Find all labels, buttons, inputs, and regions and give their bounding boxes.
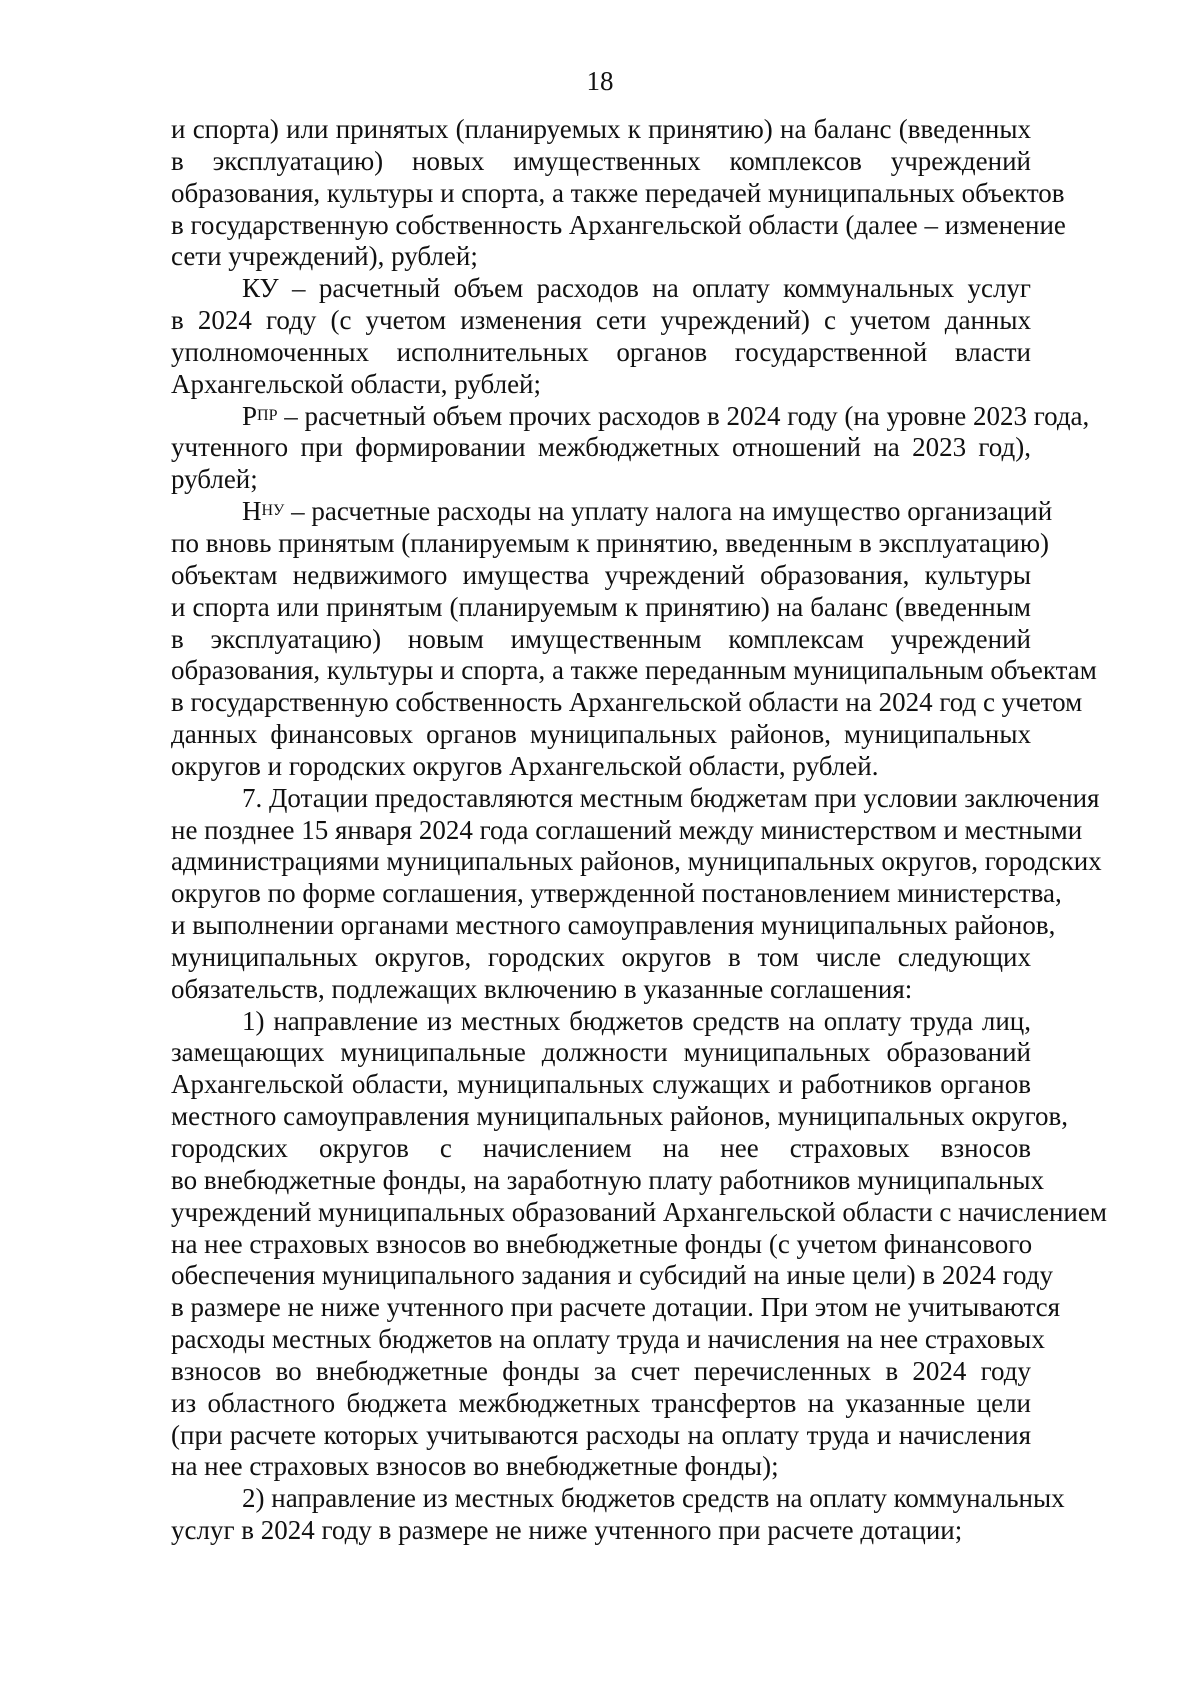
formula-superscript: ПР xyxy=(257,406,278,424)
page-number: 18 xyxy=(586,66,614,96)
text-line: сети учреждений), рублей; xyxy=(171,241,478,272)
text-line: не позднее 15 января 2024 года соглашений между министерством и местными xyxy=(171,814,1083,845)
text-line: округов по форме соглашения, утвержденной постановлением министерства, xyxy=(171,878,1062,909)
text-line: в эксплуатацию) новых имущественных комплексов учреждений xyxy=(171,145,1031,176)
text-line: рублей; xyxy=(171,464,258,495)
text-line: по вновь принятым (планируемым к принятию, введенным в эксплуатацию) xyxy=(171,527,1050,558)
text-line: Архангельской области, муниципальных служащих и работников органов xyxy=(171,1069,1031,1100)
text-line: муниципальных округов, городских округов в том числе следующих xyxy=(171,941,1031,972)
text-line: 1) направление из местных бюджетов средств на оплату труда лиц, xyxy=(242,1005,1031,1036)
text-line: 2) направление из местных бюджетов средств на оплату коммунальных xyxy=(242,1483,1065,1514)
text-line: услуг в 2024 году в размере не ниже учтенного при расчете дотации; xyxy=(171,1515,963,1546)
text-line: в государственную собственность Архангельской области на 2024 год с учетом xyxy=(171,687,1083,718)
text-line: расходы местных бюджетов на оплату труда и начисления на нее страховых xyxy=(171,1324,1045,1355)
formula-symbol: Р xyxy=(242,400,258,431)
text-line-content: – расчетный объем прочих расходов в 2024 году (на уровне 2023 года, xyxy=(277,400,1090,431)
text-line: обязательств, подлежащих включению в указанные соглашения: xyxy=(171,973,913,1004)
formula-symbol: Н xyxy=(242,496,262,527)
text-line: городских округов с начислением на нее страховых взносов xyxy=(171,1133,1031,1163)
text-line: на нее страховых взносов во внебюджетные фонды); xyxy=(171,1451,779,1482)
text-line: замещающих муниципальные должности муниципальных образований xyxy=(171,1037,1031,1068)
text-line: на нее страховых взносов во внебюджетные фонды (с учетом финансового xyxy=(171,1228,1033,1259)
text-line: (при расчете которых учитываются расходы на оплату труда и начисления xyxy=(171,1419,1031,1450)
text-line: и спорта или принятым (планируемым к принятию) на баланс (введенным xyxy=(171,591,1031,622)
text-line xyxy=(171,400,1090,433)
formula-superscript: НУ xyxy=(261,502,285,520)
text-line: учреждений муниципальных образований Архангельской области с начислением xyxy=(171,1196,1107,1227)
text-line: в эксплуатацию) новым имущественным комплексам учреждений xyxy=(171,623,1031,654)
text-line xyxy=(171,496,1053,528)
text-line: обеспечения муниципального задания и субсидий на иные цели) в 2024 году xyxy=(171,1260,1053,1291)
text-line: 7. Дотации предоставляются местным бюджетам при условии заключения xyxy=(242,782,1100,813)
text-line: уполномоченных исполнительных органов государственной власти xyxy=(171,336,1031,367)
text-line: из областного бюджета межбюджетных трансфертов на указанные цели xyxy=(171,1387,1031,1418)
text-line: данных финансовых органов муниципальных районов, муниципальных xyxy=(171,719,1031,750)
text-line: образования, культуры и спорта, а также передачей муниципальных объектов xyxy=(171,177,1065,208)
text-line: администрациями муниципальных районов, муниципальных округов, городских xyxy=(171,846,1102,877)
document-body xyxy=(171,114,1107,1547)
text-line: КУ – расчетный объем расходов на оплату коммунальных услуг xyxy=(242,273,1031,304)
text-line: и спорта) или принятых (планируемых к принятию) на баланс (введенных xyxy=(171,114,1031,144)
text-line: во внебюджетные фонды, на заработную плату работников муниципальных xyxy=(171,1164,1045,1195)
text-line: взносов во внебюджетные фонды за счет перечисленных в 2024 году xyxy=(171,1355,1031,1386)
text-line-content: – расчетные расходы на уплату налога на имущество организаций xyxy=(284,496,1053,527)
text-line: в 2024 году (с учетом изменения сети учреждений) с учетом данных xyxy=(171,305,1031,336)
text-line: и выполнении органами местного самоуправления муниципальных районов, xyxy=(171,910,1056,941)
text-line: Архангельской области, рублей; xyxy=(171,368,542,399)
text-line: в государственную собственность Архангельской области (далее – изменение xyxy=(171,209,1066,240)
text-line: образования, культуры и спорта, а также переданным муниципальным объектам xyxy=(171,655,1097,686)
text-line: местного самоуправления муниципальных районов, муниципальных округов, xyxy=(171,1101,1068,1132)
text-line: округов и городских округов Архангельской области, рублей. xyxy=(171,750,879,781)
text-line: в размере не ниже учтенного при расчете дотации. При этом не учитываются xyxy=(171,1292,1061,1323)
text-line: учтенного при формировании межбюджетных отношений на 2023 год), xyxy=(171,432,1031,463)
text-line: объектам недвижимого имущества учреждений образования, культуры xyxy=(171,559,1031,590)
